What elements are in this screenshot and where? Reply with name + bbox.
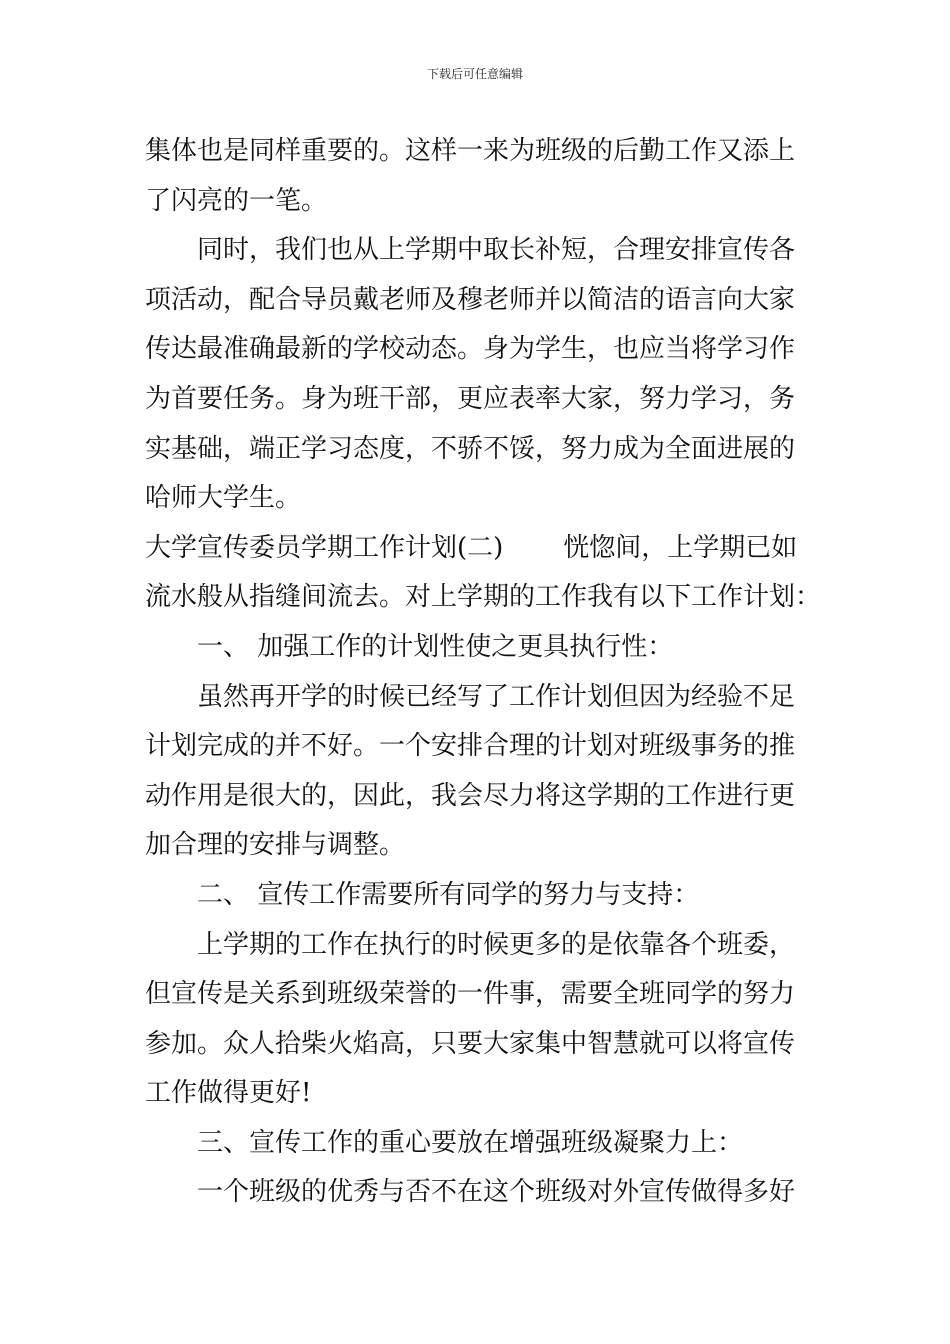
section-title: 大学宣传委员学期工作计划(二) xyxy=(145,532,504,563)
text-line: 为首要任务。身为班干部，更应表率大家，努力学习，务 xyxy=(145,383,796,414)
section-title-continuation: 恍惚间，上学期已如 xyxy=(563,532,798,563)
section-title-line xyxy=(145,524,810,574)
text-line: 虽然再开学的时候已经写了工作计划但因为经验不足 xyxy=(197,681,796,712)
text-line: 传达最准确最新的学校动态。身为学生，也应当将学习作 xyxy=(145,334,796,365)
page-header: 下载后可任意编辑 xyxy=(426,67,523,81)
subheading-1: 一、 加强工作的计划性使之更具执行性： xyxy=(197,631,674,662)
text-line: 实基础，端正学习态度，不骄不馁，努力成为全面进展的 xyxy=(145,433,796,464)
text-line: 一个班级的优秀与否不在这个班级对外宣传做得多好 xyxy=(197,1177,796,1208)
subheading-2: 二、 宣传工作需要所有同学的努力与支持： xyxy=(197,879,700,910)
text-line: 流水般从指缝间流去。对上学期的工作我有以下工作计划： xyxy=(145,582,822,613)
text-line: 加合理的安排与调整。 xyxy=(145,830,406,861)
text-line: 同时，我们也从上学期中取长补短，合理安排宣传各 xyxy=(197,235,796,266)
text-line: 但宣传是关系到班级荣誉的一件事，需要全班同学的努力 xyxy=(145,979,796,1010)
document-body xyxy=(145,127,822,1218)
text-line: 上学期的工作在执行的时候更多的是依靠各个班委， xyxy=(197,929,796,960)
text-line: 计划完成的并不好。一个安排合理的计划对班级事务的推 xyxy=(145,731,796,762)
text-line: 哈师大学生。 xyxy=(145,483,302,514)
text-line: 动作用是很大的，因此，我会尽力将这学期的工作进行更 xyxy=(145,780,796,811)
subheading-3: 三、宣传工作的重心要放在增强班级凝聚力上： xyxy=(197,1127,744,1158)
text-line: 了闪亮的一笔。 xyxy=(145,185,328,216)
text-line: 参加。众人拾柴火焰高，只要大家集中智慧就可以将宣传 xyxy=(145,1028,796,1059)
text-line: 项活动，配合导员戴老师及穆老师并以简洁的语言向大家 xyxy=(145,284,796,315)
text-line: 工作做得更好! xyxy=(145,1078,312,1109)
text-line: 集体也是同样重要的。这样一来为班级的后勤工作又添上 xyxy=(145,136,796,166)
